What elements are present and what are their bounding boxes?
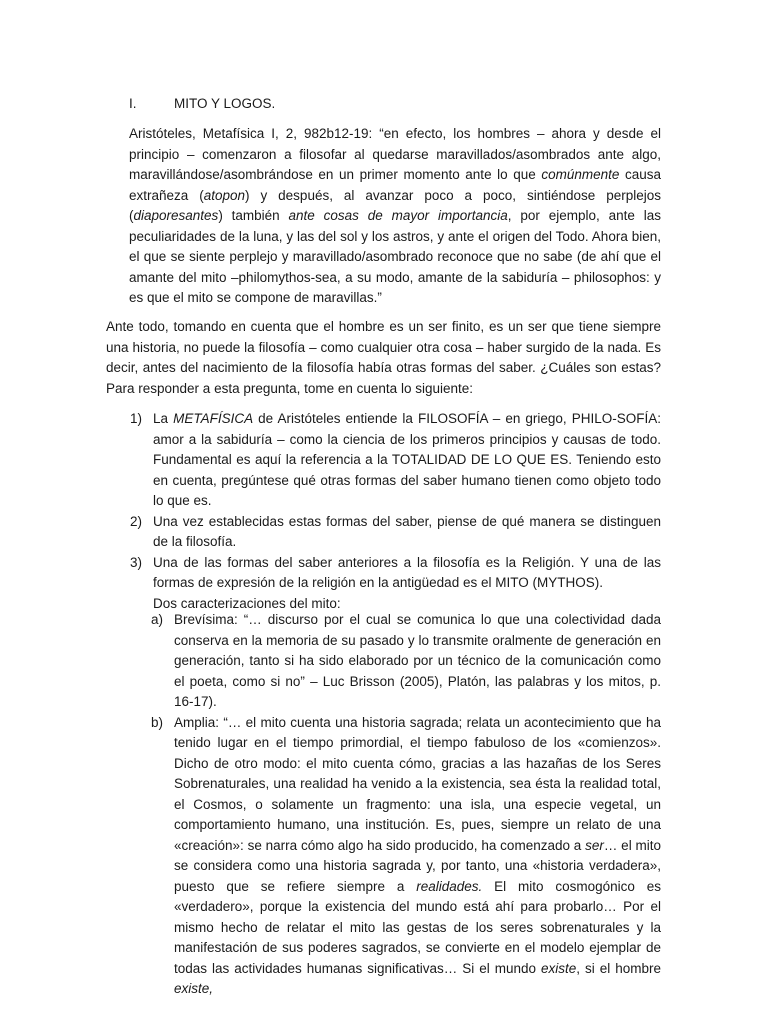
list-item — [106, 553, 661, 615]
quote-text: amante de la sabiduría — [417, 269, 558, 285]
list-marker: 2) — [130, 513, 143, 529]
list-item-text: Brevísima: “… discurso por el cual se comunica lo que una colectividad dada conserva en la memoria de su pasado y lo transmite oralmente de generación en generación, tanto si ha sido elaborado por un técnico de la comunicación como el poeta, como si no” – Luc Brisson (2005), Platón, las palabras y los mitos, p. 16-17). — [174, 612, 661, 709]
list-marker: 3) — [130, 554, 143, 570]
list-marker: 1) — [130, 411, 143, 426]
quote-text: de ahí que el amante del mito — [129, 249, 661, 285]
item-text: , si el hombre — [576, 960, 661, 976]
quote-text: –philomythos-sea, a su modo, — [226, 269, 418, 285]
list-item-text: Una de las formas del saber anteriores a la filosofía es la Religión. Y una de las formas de expresión de la religión en la antigüedad es el MITO (MYTHOS). — [153, 554, 661, 590]
list-item — [151, 610, 661, 713]
item-text: … el mito se considera como una historia sagrada y, por tanto, una «historia verdadera», puesto que se refiere siempre a — [174, 837, 661, 894]
list-item-text — [153, 409, 661, 512]
list-marker: a) — [151, 612, 164, 627]
item-italic-ser: ser — [585, 837, 604, 853]
quote-text: , por ejemplo, ante las peculiaridades de la luna, y las del sol y los astros, y ante el origen del Todo. Ahora bien, el que se siente perplejo y maravillado/asombrado reconoce que no sabe ( — [129, 208, 661, 264]
quote-italic-comunmente: comúnmente — [541, 167, 620, 182]
lettered-list — [151, 610, 661, 1000]
quote-italic-atopon: atopon — [203, 187, 246, 203]
list-item — [151, 713, 661, 1000]
item-text: El mito cosmogónico es «verdadero», porque la existencia del mundo está ahí para probarlo… Por el mismo hecho de relatar el mito las gestas de los seres sobrenaturales y la manifestación de sus poderes sagrados, se convierte en el modelo ejemplar de todas las actividades humanas significativas… Si el mundo — [174, 878, 662, 976]
quote-italic-importancia: ante cosas de mayor importancia — [288, 208, 508, 223]
list-item-subtitle: Dos caracterizaciones del mito: — [153, 595, 341, 611]
numbered-list — [106, 409, 661, 614]
item-text: de Aristóteles entiende la FILOSOFÍA – en griego, PHILO-SOFÍA: amor a la sabiduría – como la ciencia de los primeros principios y causas de todo. Fundamental es aquí la referencia a la TOTALIDAD DE LO QUE ES. Teniendo esto en cuenta, pregúntese qué otras formas del saber humano tienen como objeto todo lo que es. — [153, 411, 661, 508]
quote-text: ) también — [218, 208, 289, 223]
item-italic-existe: existe, — [174, 981, 214, 996]
list-item — [106, 512, 661, 553]
list-item — [106, 409, 661, 512]
item-italic-realidades: realidades. — [416, 878, 483, 894]
aristotle-quote — [129, 124, 661, 309]
list-item-text — [174, 713, 661, 1000]
section-title: MITO Y LOGOS. — [174, 96, 276, 111]
section-number: I. — [129, 96, 137, 111]
item-italic-metafisica: METAFÍSICA — [173, 411, 254, 426]
quote-italic-diaporesantes: diaporesantes — [133, 208, 219, 223]
item-italic-existe: existe — [541, 960, 577, 976]
quote-text: causa extrañeza ( — [129, 167, 661, 203]
quote-text: Aristóteles, Metafísica I, 2, 982b12-19: “en efecto, los hombres – ahora y desde el principio – comenzaron a filosofar al quedarse maravillados/asombrados ante algo, maravillándose/asombrándose en un primer momento ante lo que — [129, 126, 661, 182]
quote-text: ) y después, al avanzar poco a poco, sintiéndose perplejos ( — [129, 187, 661, 223]
item-text: La — [153, 411, 174, 426]
quote-text: – philosophos: y es que el mito se compone de maravillas.” — [129, 269, 661, 305]
section-heading — [129, 94, 429, 114]
intro-paragraph: Ante todo, tomando en cuenta que el hombre es un ser finito, es un ser que tiene siempre una historia, no puede la filosofía – como cualquier otra cosa – haber surgido de la nada. Es decir, antes del nacimiento de la filosofía había otras formas del saber. ¿Cuáles son estas? Para responder a esta pregunta, tome en cuenta lo siguiente: — [106, 319, 661, 396]
item-text: Amplia: “… el mito cuenta una historia sagrada; relata un acontecimiento que ha tenido lugar en el tiempo primordial, el tiempo fabuloso de los «comienzos». Dicho de otro modo: el mito cuenta cómo, gracias a las hazañas de los Seres Sobrenaturales, una realidad ha venido a la existencia, sea ésta la realidad total, el Cosmos, o solamente un fragmento: una isla, una especie vegetal, un comportamiento humano, una institución. Es, pues, siempre un relato de una «creación»: se narra cómo algo ha sido producido, ha comenzado a — [174, 714, 661, 853]
list-item-text: Una vez establecidas estas formas del saber, piense de qué manera se distinguen de la filosofía. — [153, 513, 661, 549]
list-marker: b) — [151, 714, 164, 730]
